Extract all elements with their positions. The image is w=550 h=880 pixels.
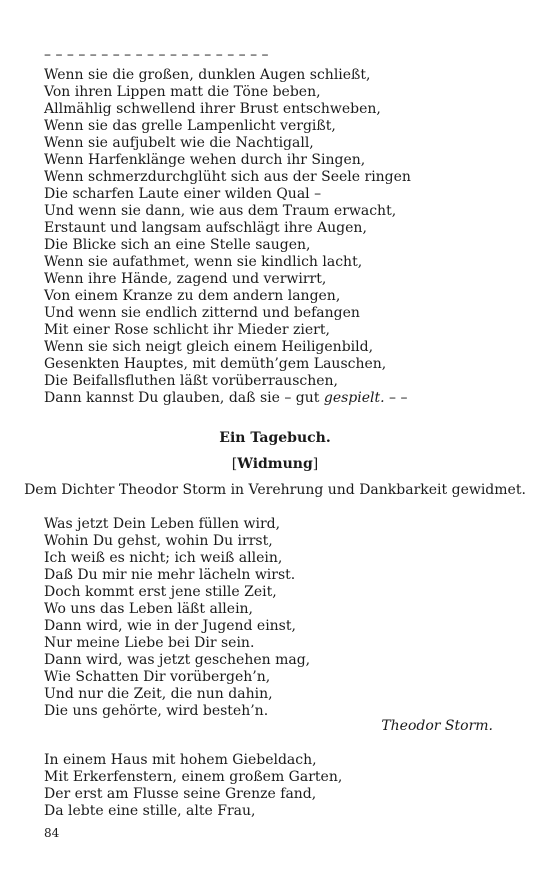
poem1-line: Allmählig schwellend ihrer Brust entschweben, xyxy=(44,101,381,117)
section-subtitle xyxy=(0,456,550,473)
poem1-line: Wenn Harfenklänge wehen durch ihr Singen, xyxy=(44,152,366,168)
poem2-line: Daß Du mir nie mehr lächeln wirst. xyxy=(44,567,296,583)
last-line-end: – – xyxy=(384,390,408,406)
poem3-line: Da lebte eine stille, alte Frau, xyxy=(44,803,256,819)
poem2-line: Dann wird, was jetzt geschehen mag, xyxy=(44,652,311,668)
poem1-line: Die scharfen Laute einer wilden Qual – xyxy=(44,186,322,202)
poem1-line: Und wenn sie endlich zitternd und befangen xyxy=(44,305,360,321)
poem1-line: Mit einer Rose schlicht ihr Mieder ziert, xyxy=(44,322,330,338)
poem2-line: Wo uns das Leben läßt allein, xyxy=(44,601,254,617)
section-title: Ein Tagebuch. xyxy=(219,430,331,446)
subtitle-text: Widmung xyxy=(237,456,313,472)
poem2-line: Wohin Du gehst, wohin Du irrst, xyxy=(44,533,273,549)
poem1-line: Die Beifallsfluthen läßt vorüberrauschen, xyxy=(44,373,338,389)
poem1-line: Wenn sie aufathmet, wenn sie kindlich lacht, xyxy=(44,254,363,270)
poem2-line: Dann wird, wie in der Jugend einst, xyxy=(44,618,296,634)
poem1-line: Die Blicke sich an eine Stelle saugen, xyxy=(44,237,311,253)
poem2-line: Wie Schatten Dir vorübergeh’n, xyxy=(44,669,271,685)
poem1-last-line xyxy=(44,390,407,407)
poem1-line: Von ihren Lippen matt die Töne beben, xyxy=(44,84,321,100)
poem2-line: Und nur die Zeit, die nun dahin, xyxy=(44,686,273,702)
poem2-line: Doch kommt erst jene stille Zeit, xyxy=(44,584,277,600)
dedication: Dem Dichter Theodor Storm in Verehrung und Dankbarkeit gewidmet. xyxy=(24,482,526,498)
poem1-line: Wenn schmerzdurchglüht sich aus der Seele ringen xyxy=(44,169,411,185)
poem2-line: Was jetzt Dein Leben füllen wird, xyxy=(44,516,281,532)
page-number: 84 xyxy=(44,826,60,840)
poem1-line: Von einem Kranze zu dem andern langen, xyxy=(44,288,341,304)
poem3-line: Mit Erkerfenstern, einem großem Garten, xyxy=(44,769,343,785)
poem1-line: Wenn sie aufjubelt wie die Nachtigall, xyxy=(44,135,314,151)
bracket-close: ] xyxy=(312,456,319,472)
poem-author: Theodor Storm. xyxy=(381,718,493,734)
poem1-line: Wenn sie das grelle Lampenlicht vergißt, xyxy=(44,118,336,134)
poem3-line: In einem Haus mit hohem Giebeldach, xyxy=(44,752,317,768)
poem2-line: Ich weiß es nicht; ich weiß allein, xyxy=(44,550,283,566)
bracket-open: [ xyxy=(231,456,238,472)
poem1-line: Und wenn sie dann, wie aus dem Traum erwacht, xyxy=(44,203,397,219)
dash-separator: – – – – – – – – – – – – – – – – – – – – xyxy=(44,47,269,63)
poem3-line: Der erst am Flusse seine Grenze fand, xyxy=(44,786,317,802)
poem2-line: Nur meine Liebe bei Dir sein. xyxy=(44,635,255,651)
last-line-start: Dann kannst Du glauben, daß sie – gut xyxy=(44,390,324,406)
poem1-line: Erstaunt und langsam aufschlägt ihre Augen, xyxy=(44,220,367,236)
poem1-line: Gesenkten Hauptes, mit demüth’gem Lauschen, xyxy=(44,356,387,372)
poem1-line: Wenn sie die großen, dunklen Augen schließt, xyxy=(44,67,371,83)
poem1-line: Wenn sie sich neigt gleich einem Heiligenbild, xyxy=(44,339,374,355)
poem1-line: Wenn ihre Hände, zagend und verwirrt, xyxy=(44,271,327,287)
last-line-italic: gespielt. xyxy=(323,390,385,406)
poem2-line: Die uns gehörte, wird besteh’n. xyxy=(44,703,269,719)
